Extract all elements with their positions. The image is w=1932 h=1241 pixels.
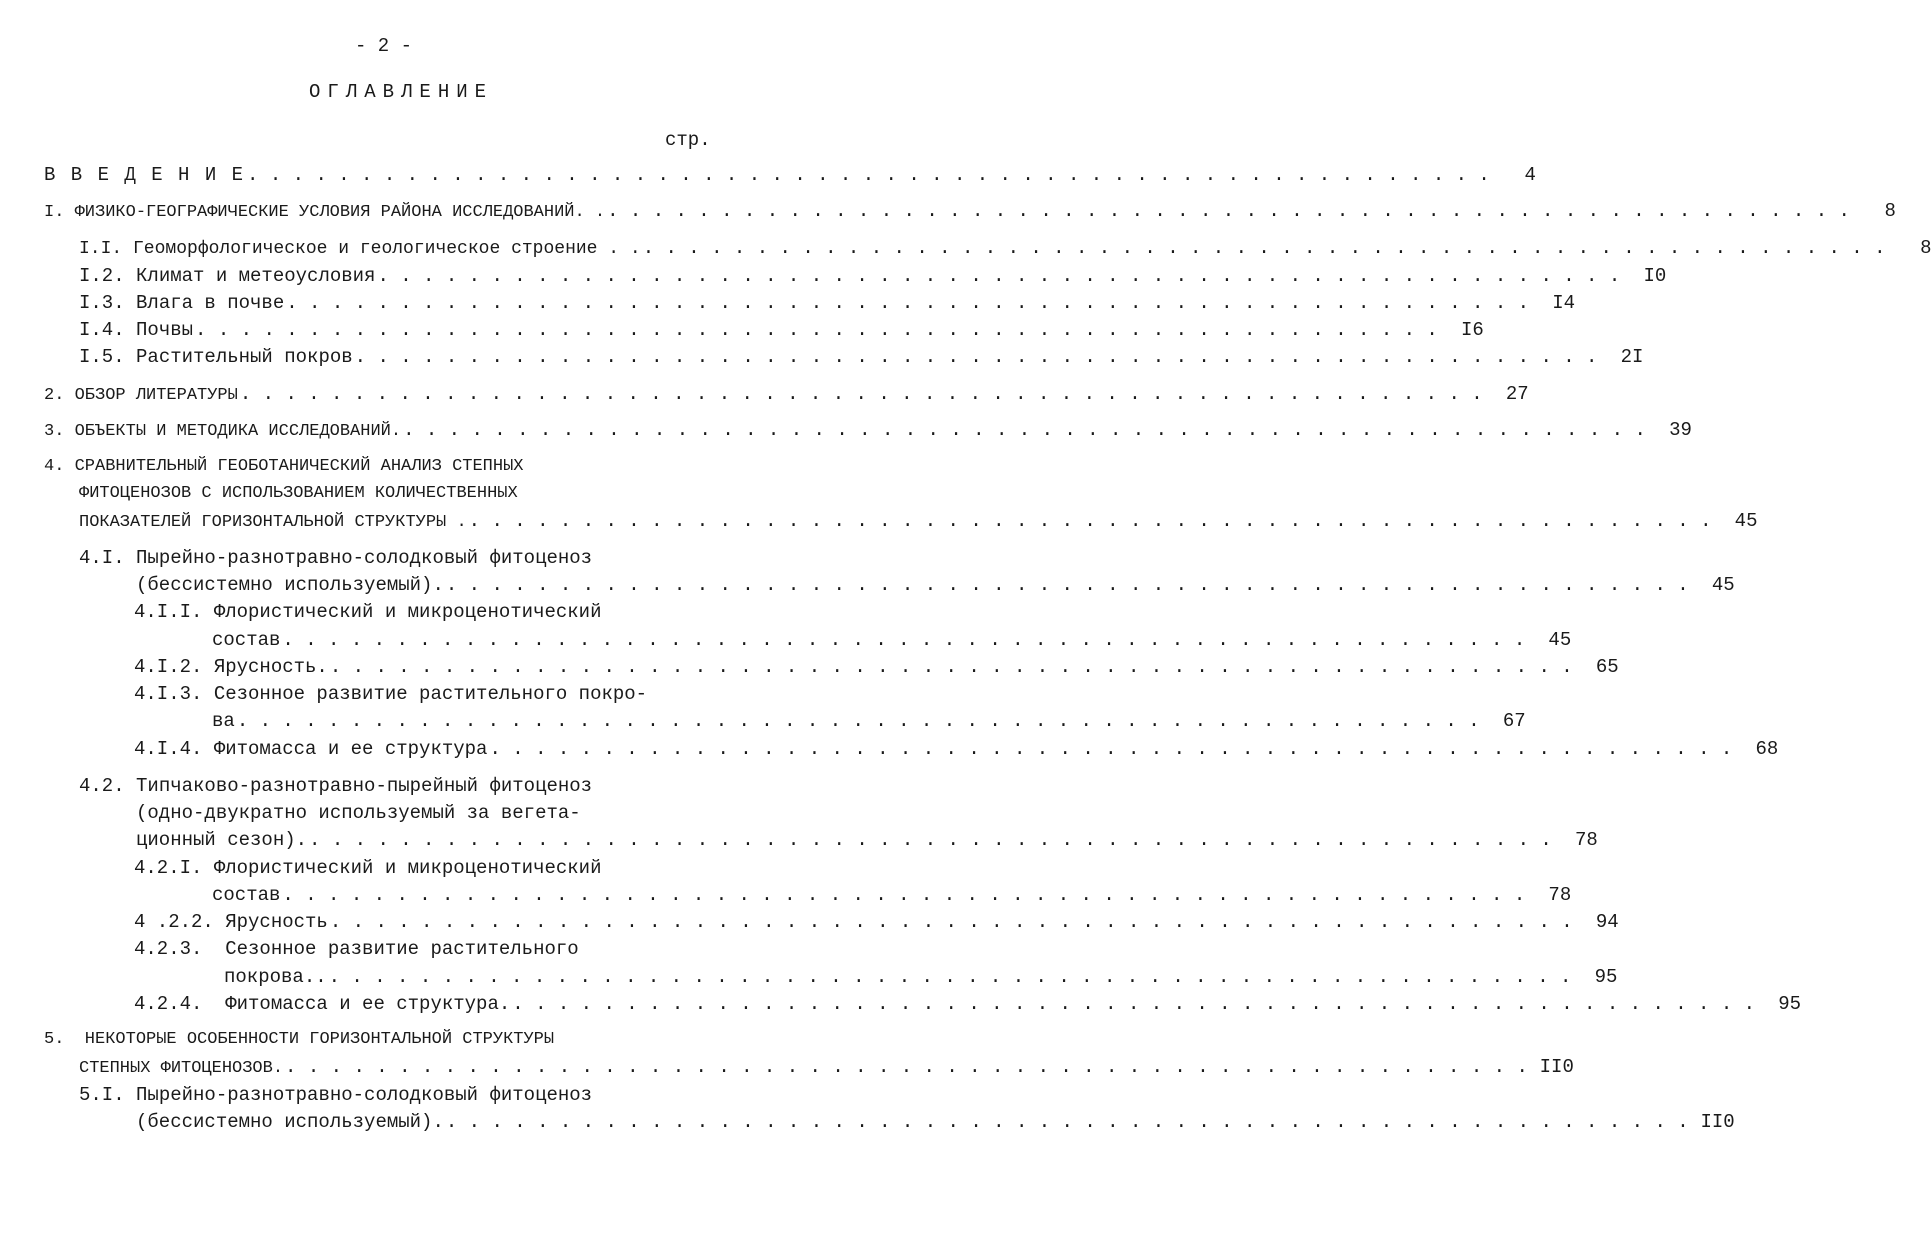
leader-dots: . . . . . . . . . . . . . . . . . . . . . . . . . . . . . . . . . . . . . . . . . . . . . . . . . . . . . . . <box>642 237 1886 259</box>
leader-dots: . . . . . . . . . . . . . . . . . . . . . . . . . . . . . . . . . . . . . . . . . . . . . . . . . . . . . . . <box>282 884 1526 906</box>
toc-entry-text: 4.2. Типчаково-разнотравно-пырейный фитоценоз <box>79 775 593 797</box>
leader-dots: . . . . . . . . . . . . . . . . . . . . . . . . . . . . . . . . . . . . . . . . . . . . . . . . . . . . . . . <box>286 292 1530 314</box>
toc-entry-text: 4.I. Пырейно-разнотравно-солодковый фитоценоз <box>79 547 593 569</box>
toc-entry-page: 95 <box>1778 993 1802 1015</box>
toc-entry-page: 8 <box>1884 200 1896 222</box>
leader-dots: . . . . . . . . . . . . . . . . . . . . . . . . . . . . . . . . . . . . . . . . . . . . . . . . . . . . . . . <box>512 993 1756 1015</box>
toc-entry-page: 39 <box>1669 419 1692 441</box>
toc-entry <box>134 992 1802 1016</box>
toc-entry-page: 65 <box>1595 656 1619 678</box>
toc-entry-text: покрова.. <box>224 966 327 988</box>
toc-entry-text: состав <box>212 884 281 906</box>
page-number: - 2 - <box>355 35 413 57</box>
toc-entry-text: 5. НЕКОТОРЫЕ ОСОБЕННОСТИ ГОРИЗОНТАЛЬНОЙ СТРУКТУРЫ <box>44 1030 555 1049</box>
toc-entry-page: I0 <box>1643 265 1667 287</box>
toc-entry <box>79 345 1644 369</box>
toc-entry-page: 45 <box>1734 510 1758 532</box>
leader-dots: . . . . . . . . . . . . . . . . . . . . . . . . . . . . . . . . . . . . . . . . . . . . . . . . . . . . . . . <box>285 1056 1528 1078</box>
leader-dots: . . . . . . . . . . . . . . . . . . . . . . . . . . . . . . . . . . . . . . . . . . . . . . . . . . . . . . . <box>403 419 1646 441</box>
toc-entry <box>134 910 1619 934</box>
toc-entry-text: 4.I.I. Флористический и микроценотический <box>134 601 602 623</box>
toc-entry-text: (бессистемно используемый). <box>136 1111 444 1133</box>
toc-entry-text: 4.I.3. Сезонное развитие растительного покро- <box>134 683 648 705</box>
toc-entry-page: 2I <box>1620 346 1644 368</box>
leader-dots: . . . . . . . . . . . . . . . . . . . . . . . . . . . . . . . . . . . . . . . . . . . . . . . . . . . . . . . <box>468 510 1712 532</box>
toc-entry-page: 8 <box>1920 237 1932 259</box>
toc-entry-text: В В Е Д Е Н И Е <box>44 164 246 186</box>
toc-entry <box>79 291 1576 315</box>
toc-entry-text: ФИТОЦЕНОЗОВ С ИСПОЛЬЗОВАНИЕМ КОЛИЧЕСТВЕННЫХ <box>79 484 518 503</box>
toc-entry <box>44 163 1536 187</box>
toc-entry <box>79 1055 1574 1079</box>
toc-entry <box>224 965 1618 989</box>
toc-entry-page: I4 <box>1552 292 1576 314</box>
toc-entry-text: (одно-двукратно используемый за вегета- <box>136 802 581 824</box>
toc-entry-text: ционный сезон). <box>136 829 308 851</box>
toc-entry-page: 78 <box>1575 829 1598 851</box>
leader-dots: . . . . . . . . . . . . . . . . . . . . . . . . . . . . . . . . . . . . . . . . . . . . . . . . . . . . . . . <box>247 164 1490 186</box>
toc-entry <box>136 573 1735 597</box>
toc-entry <box>44 418 1692 442</box>
toc-entry-page: II0 <box>1700 1111 1735 1133</box>
toc-entry-text: состав <box>212 629 281 651</box>
toc-entry-text: 4.2.I. Флористический и микроценотический <box>134 857 602 879</box>
toc-entry-page: 95 <box>1594 966 1618 988</box>
toc-entry-page: 45 <box>1548 629 1572 651</box>
toc-entry <box>212 883 1572 907</box>
leader-dots: . . . . . . . . . . . . . . . . . . . . . . . . . . . . . . . . . . . . . . . . . . . . . . . . . . . . . . . <box>354 346 1598 368</box>
leader-dots: . . . . . . . . . . . . . . . . . . . . . . . . . . . . . . . . . . . . . . . . . . . . . . . . . . . . . . . <box>377 265 1621 287</box>
leader-dots: . . . . . . . . . . . . . . . . . . . . . . . . . . . . . . . . . . . . . . . . . . . . . . . . . . . . . . . <box>309 829 1552 851</box>
toc-entry-text: 4.2.3. Сезонное развитие растительного <box>134 938 579 960</box>
toc-entry <box>44 382 1529 406</box>
toc-entry-text: 3. ОБЪЕКТЫ И МЕТОДИКА ИССЛЕДОВАНИЙ. <box>44 422 402 441</box>
toc-entry-page: 67 <box>1502 710 1526 732</box>
toc-entry-text: ПОКАЗАТЕЛЕЙ ГОРИЗОНТАЛЬНОЙ СТРУКТУРЫ . <box>79 513 467 532</box>
toc-entry-text: 4.I.2. Ярусность. <box>134 656 328 678</box>
toc-entry-text: I. ФИЗИКО-ГЕОГРАФИЧЕСКИЕ УСЛОВИЯ РАЙОНА ИССЛЕДОВАНИЙ. . <box>44 203 606 222</box>
leader-dots: . . . . . . . . . . . . . . . . . . . . . . . . . . . . . . . . . . . . . . . . . . . . . . . . . . . . . . . <box>239 383 1483 405</box>
toc-entry <box>212 628 1572 652</box>
toc-entry-text: I.3. Влага в почве <box>79 292 285 314</box>
toc-entry-text: I.I. Геоморфологическое и геологическое строение . . <box>79 239 641 259</box>
toc-entry-page: 27 <box>1505 383 1529 405</box>
leader-dots: . . . . . . . . . . . . . . . . . . . . . . . . . . . . . . . . . . . . . . . . . . . . . . . . . . . . . . . <box>328 966 1572 988</box>
toc-entry-page: 45 <box>1711 574 1735 596</box>
toc-entry-text: 4.2.4. Фитомасса и ее структура. <box>134 993 511 1015</box>
toc-entry-page: I6 <box>1461 319 1484 341</box>
leader-dots: . . . . . . . . . . . . . . . . . . . . . . . . . . . . . . . . . . . . . . . . . . . . . . . . . . . . . . . <box>489 738 1733 760</box>
toc-entry-page: 68 <box>1755 738 1779 760</box>
leader-dots: . . . . . . . . . . . . . . . . . . . . . . . . . . . . . . . . . . . . . . . . . . . . . . . . . . . . . . . <box>445 574 1689 596</box>
toc-entry <box>136 828 1598 852</box>
toc-entry-text: I.5. Растительный покров <box>79 346 353 368</box>
leader-dots: . . . . . . . . . . . . . . . . . . . . . . . . . . . . . . . . . . . . . . . . . . . . . . . . . . . . . . . <box>236 710 1480 732</box>
leader-dots: . . . . . . . . . . . . . . . . . . . . . . . . . . . . . . . . . . . . . . . . . . . . . . . . . . . . . . . <box>445 1111 1689 1133</box>
toc-entry-page: 78 <box>1548 884 1572 906</box>
toc-entry-text: I.4. Почвы <box>79 319 194 341</box>
toc-entry <box>44 199 1896 223</box>
leader-dots: . . . . . . . . . . . . . . . . . . . . . . . . . . . . . . . . . . . . . . . . . . . . . . . . . . . . . . . <box>607 200 1850 222</box>
toc-entry-page: II0 <box>1539 1056 1574 1078</box>
toc-entry-text: (бессистемно используемый). <box>136 574 444 596</box>
toc-entry-text: ва <box>212 710 235 732</box>
page-title: ОГЛАВЛЕНИЕ <box>309 81 494 103</box>
page-column-label: стр. <box>665 129 711 151</box>
toc-entry-text: 5.I. Пырейно-разнотравно-солодковый фитоценоз <box>79 1084 593 1106</box>
toc-entry-text: 4. СРАВНИТЕЛЬНЫЙ ГЕОБОТАНИЧЕСКИЙ АНАЛИЗ СТЕПНЫХ <box>44 457 524 476</box>
toc-entry-text: 2. ОБЗОР ЛИТЕРАТУРЫ <box>44 386 238 405</box>
toc-entry <box>134 655 1619 679</box>
toc-entry-page: 4 <box>1524 164 1536 186</box>
toc-entry-text: СТЕПНЫХ ФИТОЦЕНОЗОВ. <box>79 1059 284 1078</box>
leader-dots: . . . . . . . . . . . . . . . . . . . . . . . . . . . . . . . . . . . . . . . . . . . . . . . . . . . . . . . <box>282 629 1526 651</box>
toc-entry <box>212 709 1526 733</box>
toc-entry <box>79 318 1484 342</box>
toc-entry <box>136 1110 1735 1134</box>
toc-entry-page: 94 <box>1595 911 1619 933</box>
leader-dots: . . . . . . . . . . . . . . . . . . . . . . . . . . . . . . . . . . . . . . . . . . . . . . . . . . . . . . . <box>329 656 1573 678</box>
toc-entry-text: I.2. Климат и метеоусловия <box>79 265 376 287</box>
toc-entry-text: 4.I.4. Фитомасса и ее структура <box>134 738 488 760</box>
toc-entry <box>79 509 1758 533</box>
toc-entry-text: 4 .2.2. Ярусность <box>134 911 328 933</box>
leader-dots: . . . . . . . . . . . . . . . . . . . . . . . . . . . . . . . . . . . . . . . . . . . . . . . . . . . . . . . <box>329 911 1573 933</box>
toc-entry <box>79 264 1667 288</box>
toc-entry <box>79 236 1932 260</box>
leader-dots: . . . . . . . . . . . . . . . . . . . . . . . . . . . . . . . . . . . . . . . . . . . . . . . . . . . . . . . <box>195 319 1438 341</box>
toc-entry <box>134 737 1779 761</box>
